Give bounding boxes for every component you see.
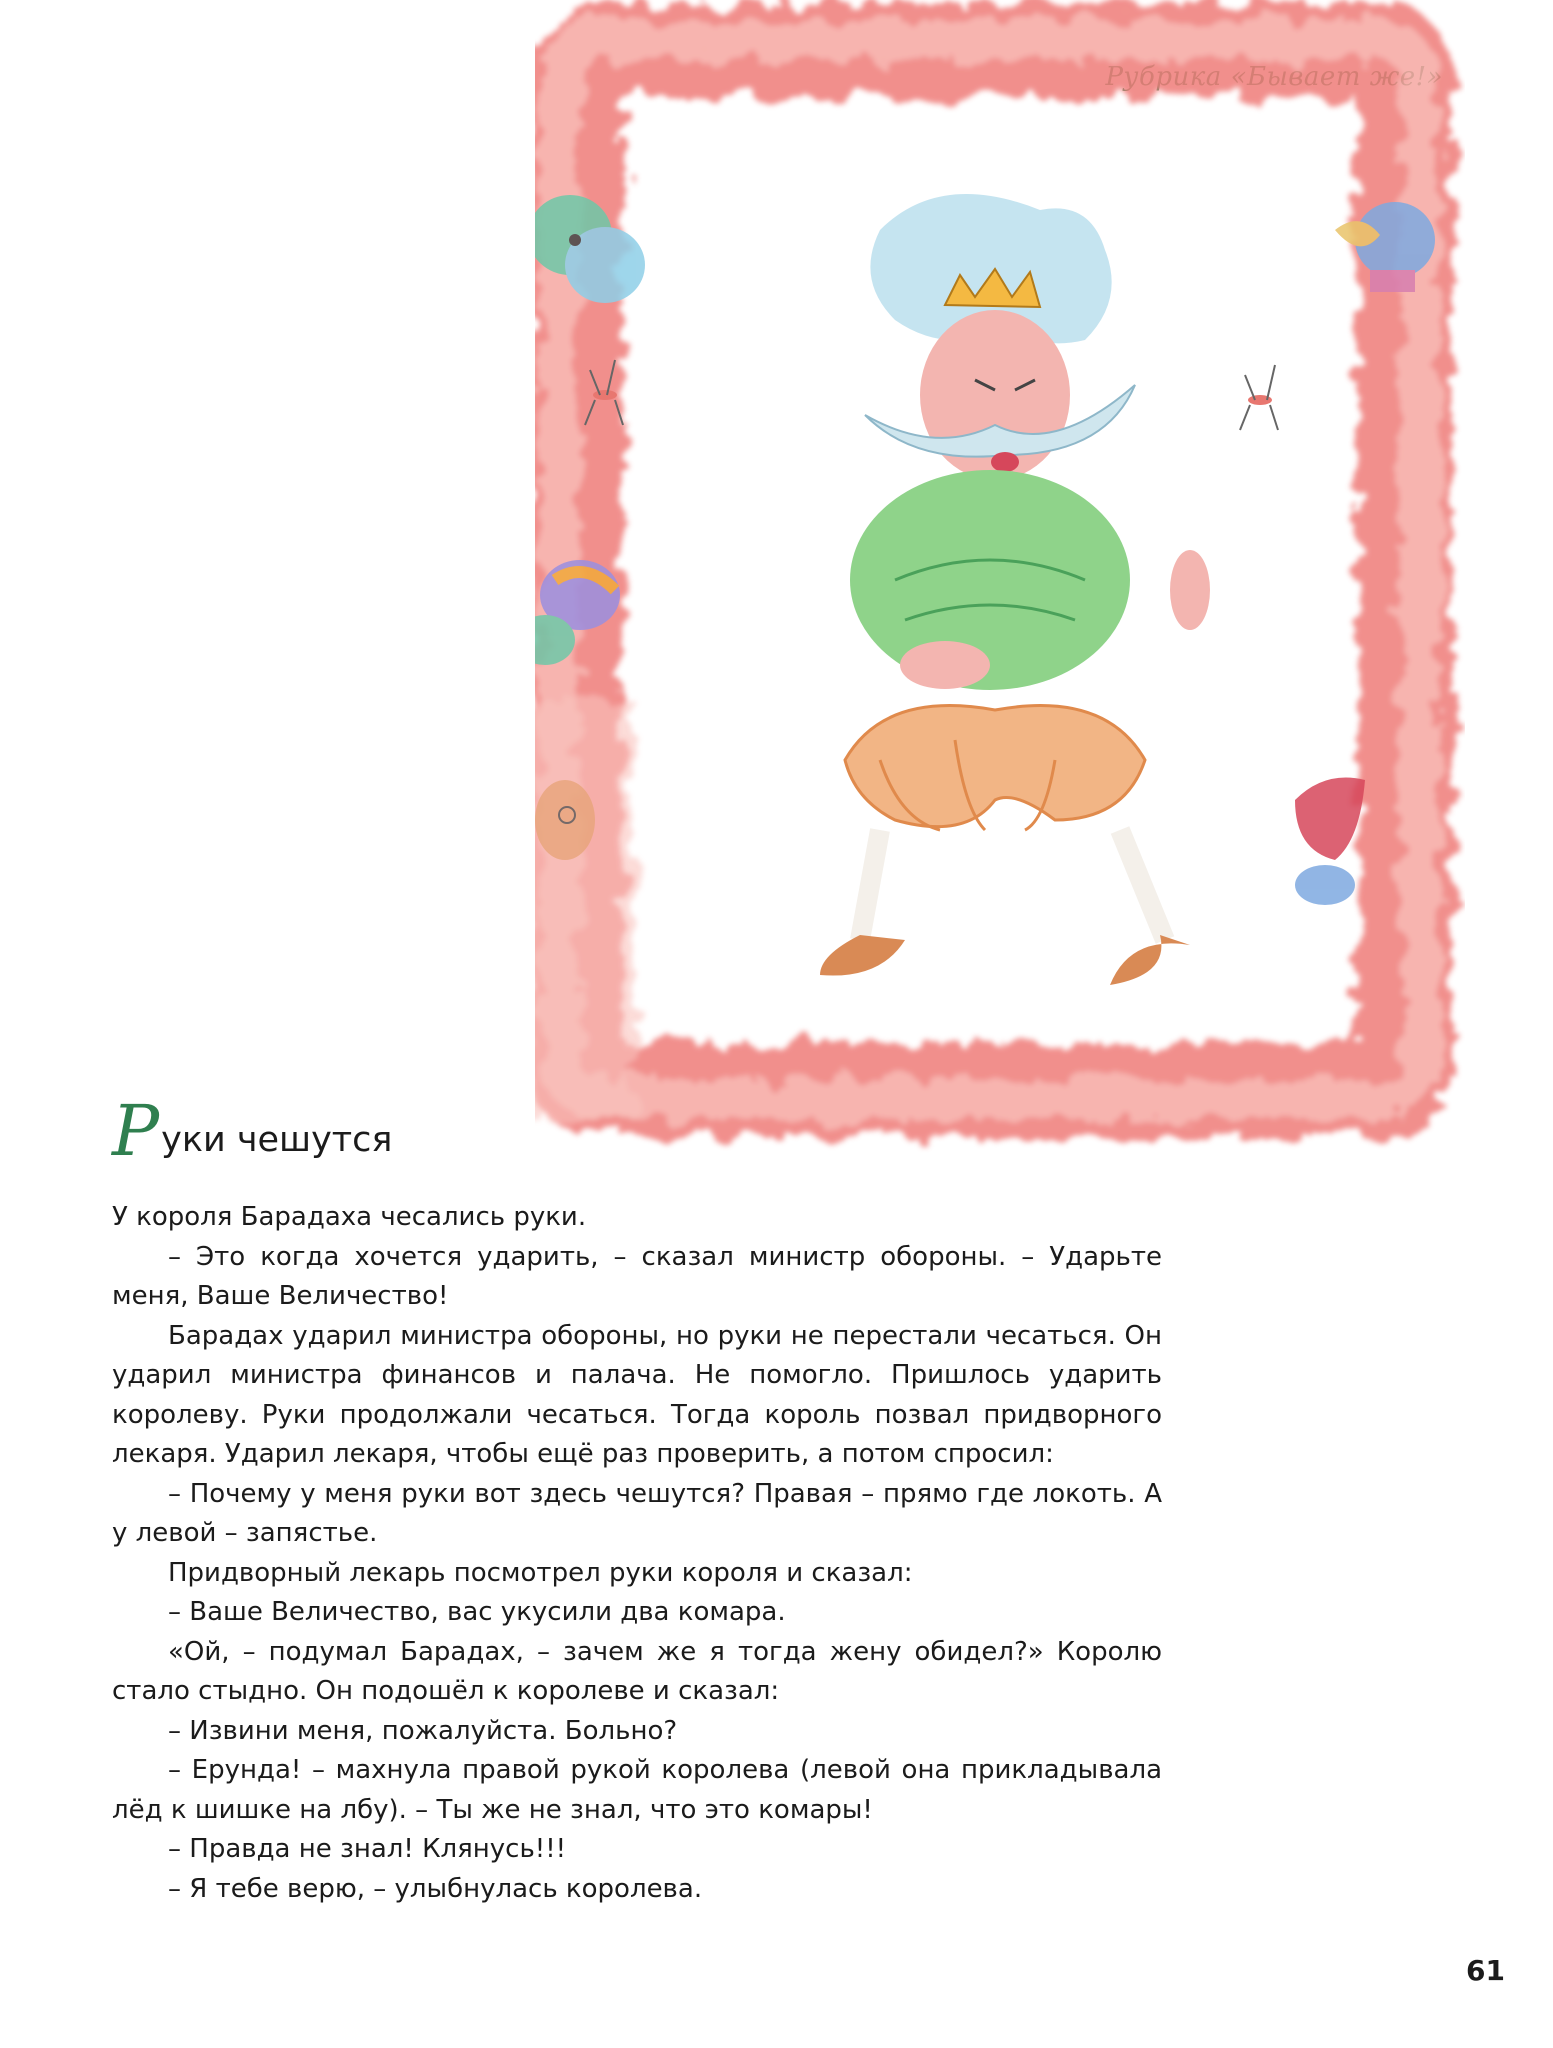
story-paragraph: – Ваше Величество, вас укусили два комара. [168, 1597, 786, 1627]
story-text [112, 1198, 1162, 1909]
story-paragraph: «Ой, – подумал Барадах, – зачем же я тогда жену обидел?» Королю стало стыдно. Он подошёл к королеве и сказал: [112, 1636, 1162, 1706]
title-drop-cap: Р [112, 1090, 160, 1172]
story-paragraph: У короля Барадаха чесались руки. [112, 1202, 587, 1232]
figure-bottom-left [535, 780, 595, 860]
story-paragraph: – Я тебе верю, – улыбнулась королева. [168, 1873, 703, 1904]
story-paragraph: Придворный лекарь посмотрел руки короля и сказал: [168, 1557, 913, 1588]
title-text: уки чешутся [161, 1120, 393, 1160]
rubric-header: Рубрика «Бывает же!» [1105, 62, 1443, 92]
king-illustration [535, 0, 1465, 1215]
story-paragraph: – Ерунда! – махнула правой рукой королева (левой она прикладывала лёд к шишке на лбу). – Ты же не знал, что это комары! [112, 1755, 1162, 1825]
story-paragraph: – Извини меня, пожалуйста. Больно? [168, 1715, 678, 1746]
page-number: 61 [1466, 1954, 1505, 1987]
story-paragraph: Барадах ударил министра обороны, но руки не перестали чесаться. Он ударил министра финансов и палача. Не помогло. Пришлось ударить королеву. Руки продолжали чесаться. Тогда король позвал придворного лекаря. Ударил лекаря, чтобы ещё раз проверить, а потом спросил: [112, 1320, 1162, 1469]
article-title [112, 1090, 392, 1172]
story-paragraph: – Почему у меня руки вот здесь чешутся? Правая – прямо где локоть. А у левой – запястье. [112, 1478, 1162, 1548]
story-paragraph: – Правда не знал! Клянусь!!! [168, 1834, 567, 1864]
story-paragraph: – Это когда хочется ударить, – сказал министр обороны. – Ударьте меня, Ваше Величество! [112, 1241, 1162, 1311]
